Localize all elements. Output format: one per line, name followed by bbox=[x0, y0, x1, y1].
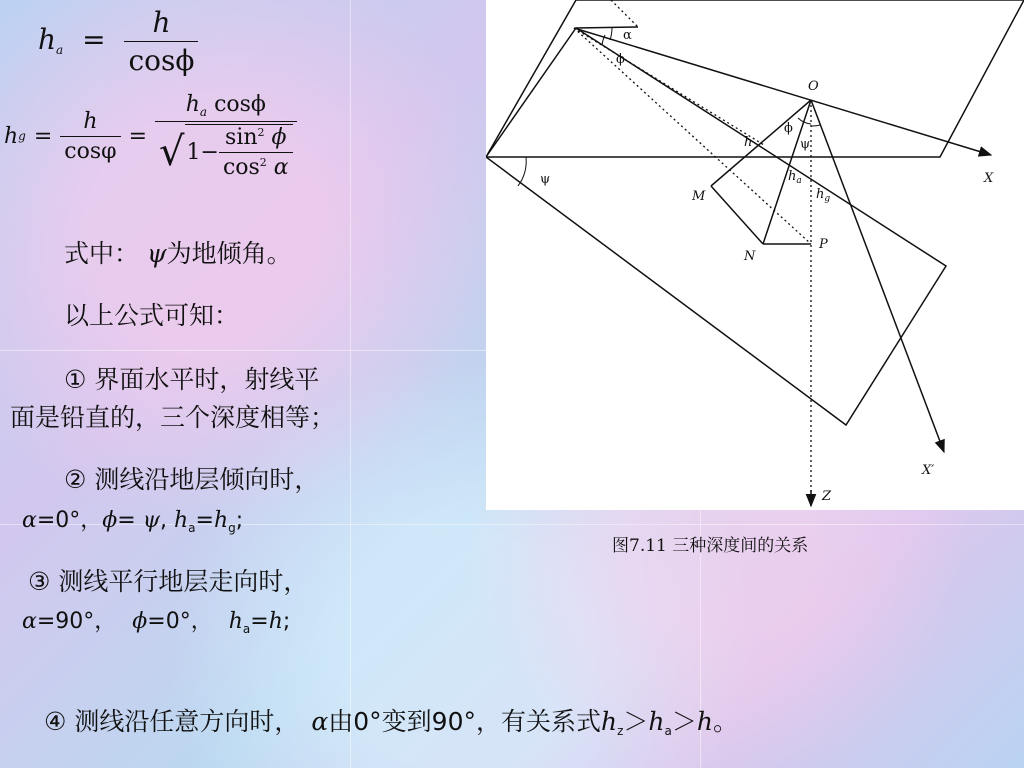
label-ha-sub: a bbox=[796, 176, 802, 186]
formula-sub: a bbox=[56, 43, 64, 57]
formula-hg bbox=[4, 92, 297, 180]
text-span: ④ 测线沿任意方向时， bbox=[44, 707, 300, 736]
symbol-h: h bbox=[696, 707, 714, 736]
item2-line2 bbox=[22, 503, 243, 535]
text-span: ; bbox=[282, 609, 291, 634]
formula-sup: 2 bbox=[257, 126, 265, 139]
text-span: = bbox=[117, 508, 143, 533]
subscript: g bbox=[228, 521, 236, 535]
text-span: ＞ bbox=[671, 707, 697, 736]
text-span: = bbox=[195, 508, 214, 533]
symbol-phi: ϕ bbox=[132, 609, 148, 634]
label-o: O bbox=[808, 79, 819, 94]
label-x-prime: X′ bbox=[922, 463, 935, 478]
label-hg-sub: g bbox=[824, 194, 831, 204]
inclined-plane bbox=[486, 28, 946, 425]
formula-eq: = bbox=[82, 23, 106, 56]
subscript: a bbox=[242, 622, 251, 636]
symbol-h: h bbox=[648, 707, 665, 736]
formula-var: α bbox=[273, 155, 289, 180]
text-span: 为地倾角。 bbox=[166, 239, 292, 268]
item1-line2: 面是铅直的，三个深度相等； bbox=[10, 403, 336, 432]
text-span: 。 bbox=[713, 707, 739, 736]
text-span: ＞ bbox=[623, 707, 649, 736]
formula-num bbox=[221, 125, 291, 152]
label-n: N bbox=[744, 249, 756, 264]
formula-fraction bbox=[60, 109, 120, 164]
formula-var: ϕ bbox=[271, 125, 287, 150]
known-line: 以上公式可知： bbox=[64, 301, 240, 330]
formula-num bbox=[182, 92, 270, 121]
label-m: M bbox=[692, 189, 706, 204]
alpha-arc bbox=[610, 28, 612, 40]
radical-sign-icon: √ bbox=[159, 129, 185, 175]
subscript: a bbox=[664, 724, 672, 738]
formula-text: 1− bbox=[186, 140, 219, 165]
symbol-phi: ϕ bbox=[102, 508, 118, 533]
text-span: =0°， bbox=[36, 508, 103, 533]
horizontal-plane bbox=[486, 0, 1024, 157]
text-span: =0°， bbox=[147, 609, 213, 634]
symbol-h: h bbox=[228, 609, 243, 634]
text-span: 由0°变到90°，有关系式 bbox=[328, 707, 601, 736]
label-hg-main: h bbox=[816, 187, 825, 202]
background-grid-line bbox=[350, 0, 351, 768]
formula-text: sin bbox=[225, 125, 258, 150]
formula-den: cosϕ bbox=[124, 41, 198, 77]
symbol-h: h bbox=[174, 508, 189, 533]
formula-var: h bbox=[185, 92, 200, 117]
ray-dashed-line bbox=[574, 28, 811, 244]
figure-panel bbox=[486, 0, 1024, 510]
text-span: =90°， bbox=[36, 609, 117, 634]
symbol-h: h bbox=[213, 508, 229, 533]
formula-sub: g bbox=[18, 129, 26, 143]
formula-var: h bbox=[38, 23, 57, 56]
label-p: P bbox=[819, 237, 828, 252]
formula-sup: 2 bbox=[259, 156, 267, 169]
label-ha-main: h bbox=[788, 169, 797, 184]
text-span: , bbox=[160, 508, 174, 533]
item1-line1: ① 界面水平时，射线平 bbox=[64, 365, 320, 394]
formula-eq: = bbox=[128, 123, 147, 149]
formula-text: cosϕ bbox=[214, 92, 266, 117]
symbol-alpha: α bbox=[22, 508, 37, 533]
formula-eq: = bbox=[33, 123, 53, 149]
label-phi-mid: ϕ bbox=[784, 121, 793, 136]
label-z: Z bbox=[822, 489, 832, 504]
label-h: h bbox=[744, 135, 753, 150]
text-span: 式中： bbox=[64, 239, 140, 268]
psi-mid-arc bbox=[811, 125, 820, 126]
x-axis-line bbox=[574, 28, 991, 155]
subscript: z bbox=[617, 724, 624, 738]
label-psi-mid: ψ bbox=[800, 137, 811, 152]
label-x: X bbox=[984, 171, 994, 186]
radicand bbox=[185, 124, 293, 180]
item4-line bbox=[44, 702, 738, 738]
formula-var: h bbox=[4, 123, 19, 149]
text-span: = bbox=[250, 609, 269, 634]
symbol-h: h bbox=[600, 707, 618, 736]
where-line bbox=[64, 234, 292, 270]
subscript: a bbox=[188, 521, 196, 535]
label-alpha: α bbox=[623, 28, 632, 43]
formula-fraction bbox=[124, 6, 198, 77]
item2-line1: ② 测线沿地层倾向时， bbox=[64, 465, 320, 494]
formula-num: h bbox=[152, 6, 171, 39]
formula-den: cosφ bbox=[60, 136, 120, 164]
formula-num: h bbox=[83, 108, 98, 134]
formula-radical bbox=[155, 121, 297, 180]
formula-text: cos bbox=[222, 155, 260, 180]
symbol-psi: ψ bbox=[142, 508, 160, 533]
item3-line1: ③ 测线平行地层走向时， bbox=[28, 567, 309, 596]
item3-line2 bbox=[22, 604, 290, 636]
text-span: ; bbox=[235, 508, 244, 533]
label-phi-top: ϕ bbox=[616, 52, 625, 67]
x-prime-axis-line bbox=[811, 100, 944, 452]
symbol-alpha: α bbox=[22, 609, 37, 634]
formula-fraction bbox=[219, 125, 293, 180]
figure-caption: 图7.11 三种深度间的关系 bbox=[612, 536, 809, 556]
formula-fraction bbox=[155, 92, 297, 180]
label-psi-left: ψ bbox=[540, 172, 551, 187]
formula-den bbox=[219, 152, 293, 180]
geometry-diagram bbox=[486, 0, 1024, 510]
symbol-h: h bbox=[268, 609, 283, 634]
formula-sub: a bbox=[199, 105, 208, 119]
formula-ha bbox=[38, 6, 198, 77]
symbol-psi: ψ bbox=[147, 239, 167, 268]
symbol-alpha: α bbox=[311, 707, 329, 736]
ray-dashed-line-3 bbox=[611, 0, 638, 27]
segment-mn bbox=[711, 186, 763, 244]
